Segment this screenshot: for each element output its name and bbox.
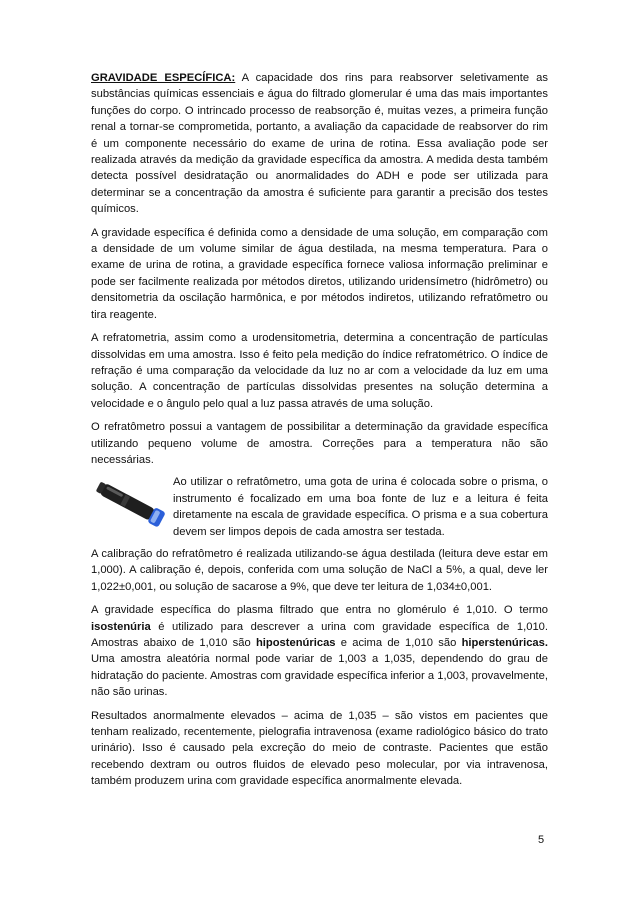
paragraph-uso-refratometro: Ao utilizar o refratômetro, uma gota de urina é colocada sobre o prisma, o instrumento é focalizado em uma boa fonte de luz e a leitura é feita diretamente na escala de gravidade específica. O prisma e a sua cobertura devem ser limpos depois de cada amostra ser testada. <box>173 476 548 538</box>
paragraph-vantagem: O refratômetro possui a vantagem de possibilitar a determinação da gravidade específica utilizando pequeno volume de amostra. Correções para a temperatura não são necessárias. <box>91 421 548 466</box>
figure-row <box>91 474 548 540</box>
paragraph-isostenuria <box>91 602 548 700</box>
paragraph-definicao: A gravidade específica é definida como a densidade de uma solução, em comparação com a densidade de um volume similar de água destilada, na mesma temperatura. Para o exame de urina de rotina, a gravidade específica fornece valiosa informação preliminar e pode ser facilmente realizada por métodos diretos, utilizando uridensímetro (hidrômetro) ou densitometria da oscilação harmônica, e por métodos indiretos, utilizando refratômetro ou tira reagente. <box>91 226 548 321</box>
figure-caption-block <box>173 474 548 540</box>
section-heading: GRAVIDADE ESPECÍFICA: <box>91 72 236 84</box>
text-span: e acima de 1,010 são <box>335 637 462 649</box>
term-hipostenuricas: hipostenúricas <box>255 637 336 649</box>
document-page <box>91 70 548 797</box>
page-number: 5 <box>538 834 545 846</box>
text-span: é utilizado para descrever a urina com gravidade específica de 1,010. Amostras abaixo de 1,010 são <box>91 620 548 649</box>
paragraph-refratometria: A refratometria, assim como a urodensitometria, determina a concentração de partículas dissolvidas em uma amostra. Isso é feito pela medição do índice refratométrico. O índice de refração é uma comparação da velocidade da luz no ar com a velocidade da luz em uma solução. A concentração de partículas dissolvidas presentes na solução determina a velocidade e o ângulo pelo qual a luz passa através de uma solução. <box>91 332 548 410</box>
paragraph-resultados: Resultados anormalmente elevados – acima de 1,035 – são vistos em pacientes que tenham realizado, recentemente, pielografia intravenosa (exame radiológico básico do trato urinário). Isso é causado pela excreção do meio de contraste. Pacientes que estão recebendo dextram ou outros fluidos de elevado peso molecular, por via intravenosa, também produzem urina com gravidade específica anormalmente elevada. <box>91 709 548 788</box>
text-span: A gravidade específica do plasma filtrado que entra no glomérulo é 1,010. O termo <box>91 604 548 617</box>
term-hiperstenuricas: hiperstenúricas. <box>461 637 548 649</box>
term-isostenuria: isostenúria <box>91 620 151 633</box>
refractometer-icon <box>91 474 173 538</box>
paragraph-text: A capacidade dos rins para reabsorver seletivamente as substâncias químicas essenciais e água do filtrado glomerular é uma das mais importantes funções do corpo. O intrincado processo de reabsorção é, muitas vezes, a primeira função renal a tornar-se comprometida, portanto, a avaliação da capacidade de reabsorver do rim é um componente necessário do exame de urina de rotina. Essa avaliação pode ser realizada através da medição da gravidade específica da amostra. A medida desta também detecta possível desidratação ou anormalidades do ADH e pode ser utilizada para determinar se a concentração da amostra é suficiente para garantir a precisão dos testes químicos. <box>91 72 548 216</box>
text-span: Uma amostra aleatória normal pode variar de 1,003 a 1,035, dependendo do grau de hidratação do paciente. Amostras com gravidade específica inferior a 1,003, provavelmente, não são urinas. <box>91 653 548 699</box>
paragraph-calibracao: A calibração do refratômetro é realizada utilizando-se água destilada (leitura deve estar em 1,000). A calibração é, depois, conferida com uma solução de NaCl a 5%, a qual, deve ler 1,022±0,001, ou solução de sacarose a 9%, que deve ter leitura de 1,034±0,001. <box>91 547 548 593</box>
paragraph-gravidade-especifica <box>91 70 548 218</box>
